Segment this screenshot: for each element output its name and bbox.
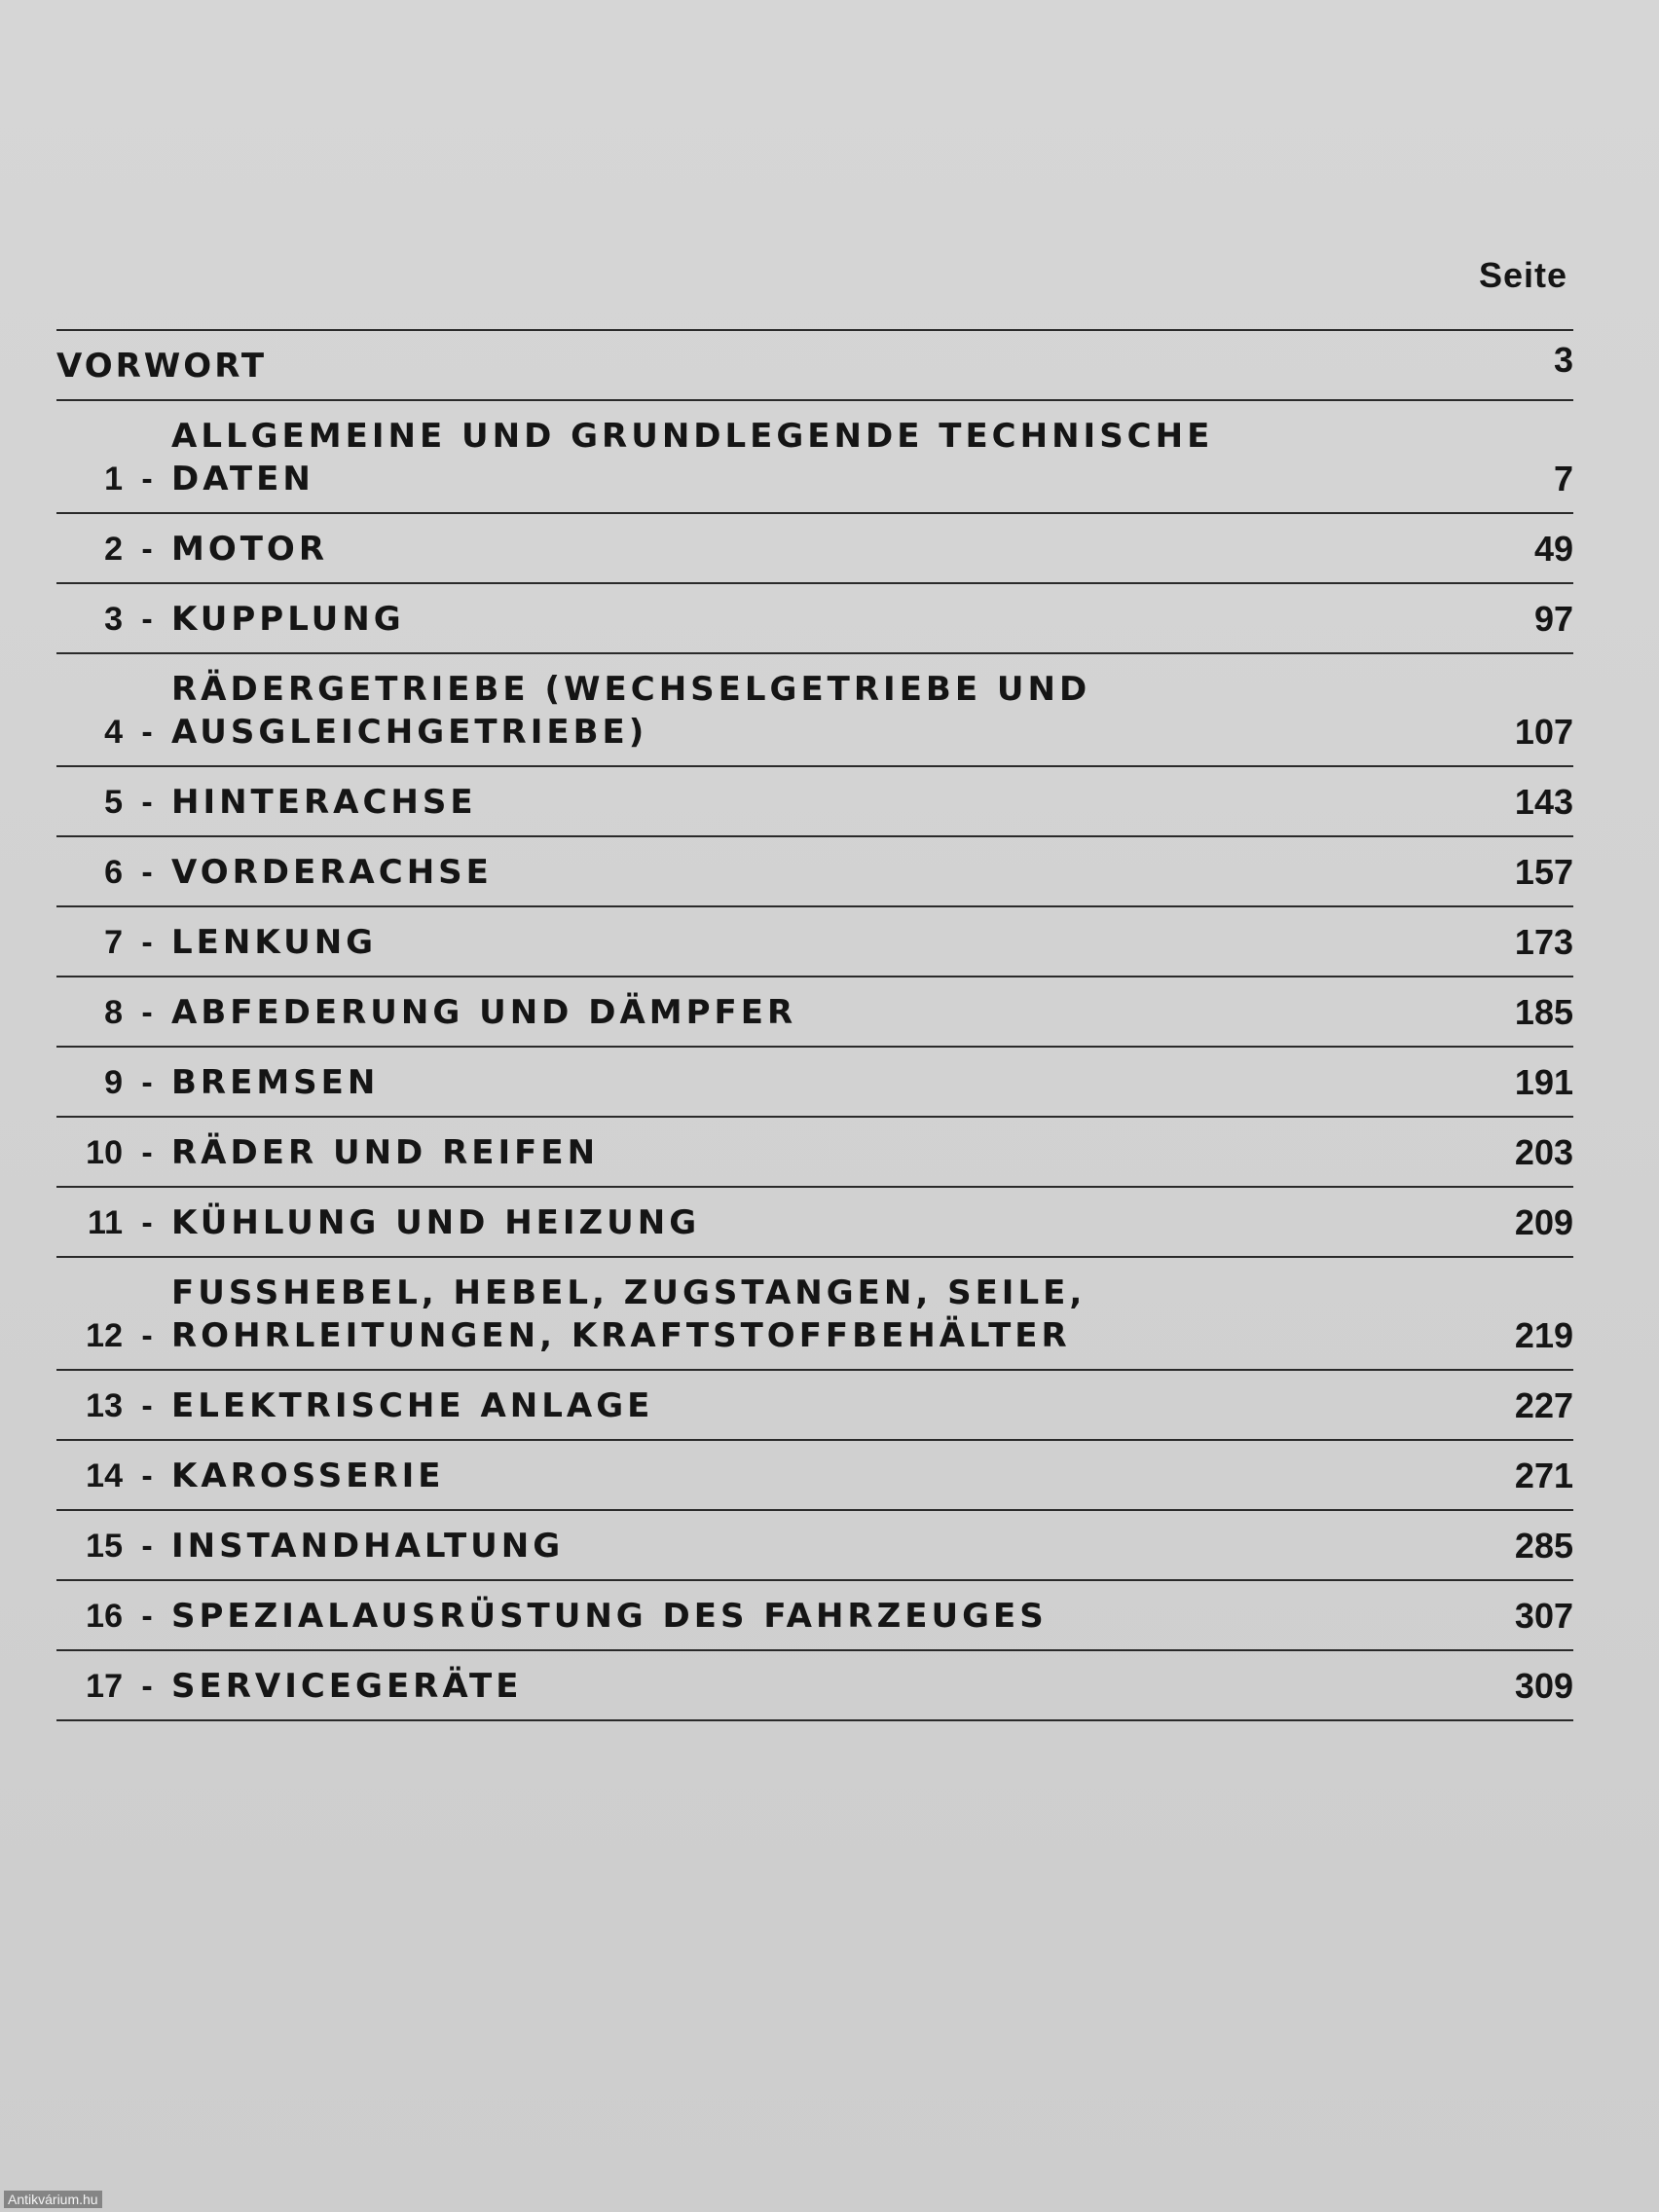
title-line-1: MOTOR <box>171 530 329 569</box>
chapter-separator: - <box>141 1598 153 1635</box>
toc-entry-page: 285 <box>1514 1526 1573 1566</box>
chapter-number: 11 <box>88 1204 123 1241</box>
toc-entry-title <box>171 921 1456 964</box>
toc-entry-title <box>171 1455 1456 1497</box>
toc-entry-chapter-2[interactable] <box>56 514 1573 582</box>
chapter-number: 9 <box>104 1064 123 1101</box>
chapter-separator: - <box>141 994 153 1031</box>
chapter-separator: - <box>141 1204 153 1241</box>
chapter-separator: - <box>141 461 153 498</box>
toc-entry-title <box>171 528 1456 571</box>
toc-entry-title <box>171 668 1456 754</box>
chapter-separator: - <box>141 1134 153 1171</box>
title-line-1: RÄDER UND REIFEN <box>171 1133 600 1172</box>
title-line-1: RÄDERGETRIEBE (WECHSELGETRIEBE UND <box>171 670 1091 709</box>
table-of-contents <box>56 329 1573 1721</box>
title-line-1: HINTERACHSE <box>171 783 477 822</box>
toc-entry-page: 309 <box>1514 1666 1573 1706</box>
toc-entry-chapter-11[interactable] <box>56 1188 1573 1256</box>
toc-entry-page: 107 <box>1514 712 1573 752</box>
title-line-1: KUPPLUNG <box>171 600 405 639</box>
chapter-number: 8 <box>104 994 123 1031</box>
toc-entry-page: 227 <box>1514 1385 1573 1425</box>
chapter-number: 3 <box>104 601 123 638</box>
chapter-number: 15 <box>86 1528 123 1565</box>
chapter-number: 13 <box>86 1387 123 1424</box>
toc-entry-page: 185 <box>1514 992 1573 1032</box>
toc-entry-title <box>171 1525 1456 1567</box>
title-line-1: KAROSSERIE <box>171 1456 445 1495</box>
chapter-separator: - <box>141 1387 153 1424</box>
toc-entry-page: 203 <box>1514 1132 1573 1172</box>
toc-entry-title <box>171 598 1456 641</box>
title-line-2: AUSGLEICHGETRIEBE) <box>171 713 648 752</box>
toc-entry-title <box>171 1201 1456 1244</box>
toc-entry-title: VORWORT <box>56 347 268 386</box>
page-column-header: Seite <box>1478 255 1567 295</box>
chapter-number: 12 <box>86 1317 123 1354</box>
toc-entry-chapter-13[interactable] <box>56 1371 1573 1439</box>
chapter-number: 7 <box>104 924 123 961</box>
title-line-1: ALLGEMEINE UND GRUNDLEGENDE TECHNISCHE <box>171 417 1214 456</box>
toc-entry-chapter-16[interactable] <box>56 1581 1573 1649</box>
watermark: Antikvárium.hu <box>4 2191 102 2208</box>
toc-entry-page: 307 <box>1514 1596 1573 1636</box>
chapter-separator: - <box>141 1317 153 1354</box>
toc-entry-title <box>171 1384 1456 1427</box>
toc-entry-page: 3 <box>1553 340 1573 380</box>
chapter-number: 1 <box>104 461 123 498</box>
toc-entry-page: 49 <box>1533 529 1573 569</box>
toc-entry-chapter-8[interactable] <box>56 977 1573 1046</box>
title-line-1: KÜHLUNG UND HEIZUNG <box>171 1203 701 1242</box>
divider <box>56 1719 1573 1721</box>
toc-entry-page: 157 <box>1514 852 1573 892</box>
toc-entry-page: 97 <box>1533 599 1573 639</box>
toc-entry-chapter-6[interactable] <box>56 837 1573 905</box>
chapter-separator: - <box>141 714 153 751</box>
toc-entry-page: 7 <box>1553 459 1573 498</box>
chapter-separator: - <box>141 601 153 638</box>
toc-entry-chapter-14[interactable] <box>56 1441 1573 1509</box>
toc-entry-title <box>171 1061 1456 1104</box>
toc-entry-page: 173 <box>1514 922 1573 962</box>
title-line-1: SPEZIALAUSRÜSTUNG DES FAHRZEUGES <box>171 1597 1048 1636</box>
title-line-1: SERVICEGERÄTE <box>171 1667 523 1706</box>
toc-entry-chapter-12[interactable] <box>56 1258 1573 1369</box>
toc-entry-page: 271 <box>1514 1456 1573 1495</box>
toc-entry-title <box>171 1595 1456 1638</box>
chapter-list <box>56 401 1573 1721</box>
title-line-1: FUSSHEBEL, HEBEL, ZUGSTANGEN, SEILE, <box>171 1273 1087 1312</box>
title-line-1: ABFEDERUNG UND DÄMPFER <box>171 993 797 1032</box>
chapter-separator: - <box>141 854 153 891</box>
toc-entry-title <box>171 1272 1456 1357</box>
chapter-separator: - <box>141 924 153 961</box>
toc-entry-title <box>171 781 1456 824</box>
toc-entry-page: 209 <box>1514 1202 1573 1242</box>
toc-entry-chapter-5[interactable] <box>56 767 1573 835</box>
toc-entry-chapter-4[interactable] <box>56 654 1573 765</box>
toc-entry-chapter-7[interactable] <box>56 907 1573 976</box>
toc-entry-chapter-9[interactable] <box>56 1048 1573 1116</box>
toc-entry-chapter-17[interactable] <box>56 1651 1573 1719</box>
toc-entry-chapter-1[interactable] <box>56 401 1573 512</box>
title-line-1: ELEKTRISCHE ANLAGE <box>171 1386 654 1425</box>
title-line-1: VORDERACHSE <box>171 853 493 892</box>
chapter-separator: - <box>141 1457 153 1494</box>
toc-entry-chapter-3[interactable] <box>56 584 1573 652</box>
toc-entry-page: 191 <box>1514 1062 1573 1102</box>
title-line-1: BREMSEN <box>171 1063 380 1102</box>
toc-entry-title <box>171 991 1456 1034</box>
chapter-number: 4 <box>104 714 123 751</box>
title-line-2: ROHRLEITUNGEN, KRAFTSTOFFBEHÄLTER <box>171 1316 1071 1355</box>
toc-entry-page: 219 <box>1514 1315 1573 1355</box>
chapter-number: 10 <box>86 1134 123 1171</box>
toc-entry-title <box>171 851 1456 894</box>
title-line-2: DATEN <box>171 460 314 498</box>
chapter-number: 14 <box>86 1457 123 1494</box>
chapter-number: 5 <box>104 784 123 821</box>
toc-entry-preface[interactable] <box>56 331 1573 399</box>
chapter-number: 16 <box>86 1598 123 1635</box>
title-line-1: INSTANDHALTUNG <box>171 1527 565 1566</box>
chapter-number: 17 <box>86 1668 123 1705</box>
title-line-1: LENKUNG <box>171 923 378 962</box>
chapter-number: 6 <box>104 854 123 891</box>
toc-entry-chapter-15[interactable] <box>56 1511 1573 1579</box>
toc-entry-title <box>171 1665 1456 1708</box>
chapter-separator: - <box>141 1668 153 1705</box>
toc-entry-title <box>171 415 1456 500</box>
chapter-separator: - <box>141 1064 153 1101</box>
chapter-number: 2 <box>104 531 123 568</box>
toc-entry-chapter-10[interactable] <box>56 1118 1573 1186</box>
chapter-separator: - <box>141 1528 153 1565</box>
toc-entry-page: 143 <box>1514 782 1573 822</box>
chapter-separator: - <box>141 531 153 568</box>
chapter-separator: - <box>141 784 153 821</box>
toc-entry-title <box>171 1131 1456 1174</box>
